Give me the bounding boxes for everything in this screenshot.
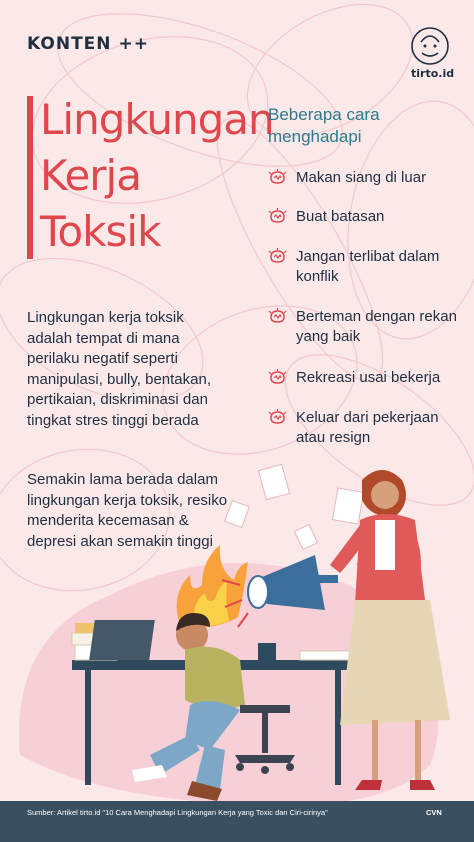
brain-stress-icon [268,169,287,186]
tip-item [268,168,458,188]
title-line: Toksik [40,207,161,256]
tip-item [268,307,458,347]
credit-label: CVN [426,808,442,817]
title-accent-bar [27,96,33,259]
tip-item [268,408,458,448]
tip-item [268,247,458,287]
tip-item [268,207,458,227]
laptop [89,620,155,660]
brain-stress-icon [268,308,287,325]
brain-stress-icon [268,409,287,426]
logo-text: tirto.id [411,67,455,80]
source-note: Sumber: Artikel tirto.id "10 Cara Menghadapi Lingkungan Kerja yang Toxic dan Ciri-cirinya" [27,808,328,817]
definition-paragraph: Lingkungan kerja toksik adalah tempat di mana perilaku negatif seperti manipulasi, bully, bentakan, pertikaian, diskriminasi dan tingkat stres tinggi berada [27,309,211,429]
tip-text: Makan siang di luar [296,169,427,186]
tip-text: Keluar dari pekerjaan atau resign [296,409,439,446]
tip-text: Berteman dengan rekan yang baik [296,308,457,345]
tip-text: Jangan terlibat dalam konflik [296,248,440,285]
tip-text: Rekreasi usai bekerja [296,369,441,386]
brand-label: KONTEN ++ [27,34,149,54]
brain-stress-icon [268,208,287,225]
page-title [40,92,274,260]
office-illustration [0,455,474,810]
tip-text: Buat batasan [296,208,385,225]
title-line: Kerja [40,151,141,200]
brain-stress-icon [268,248,287,265]
title-line: Lingkungan [40,95,274,144]
risk-paragraph: Semakin lama berada dalam lingkungan kerja toksik, resiko menderita kecemasan & depresi akan semakin tinggi [27,471,228,550]
tip-item [268,368,458,388]
tips-heading: Beberapa cara menghadapi [268,105,380,146]
brain-stress-icon [268,369,287,386]
